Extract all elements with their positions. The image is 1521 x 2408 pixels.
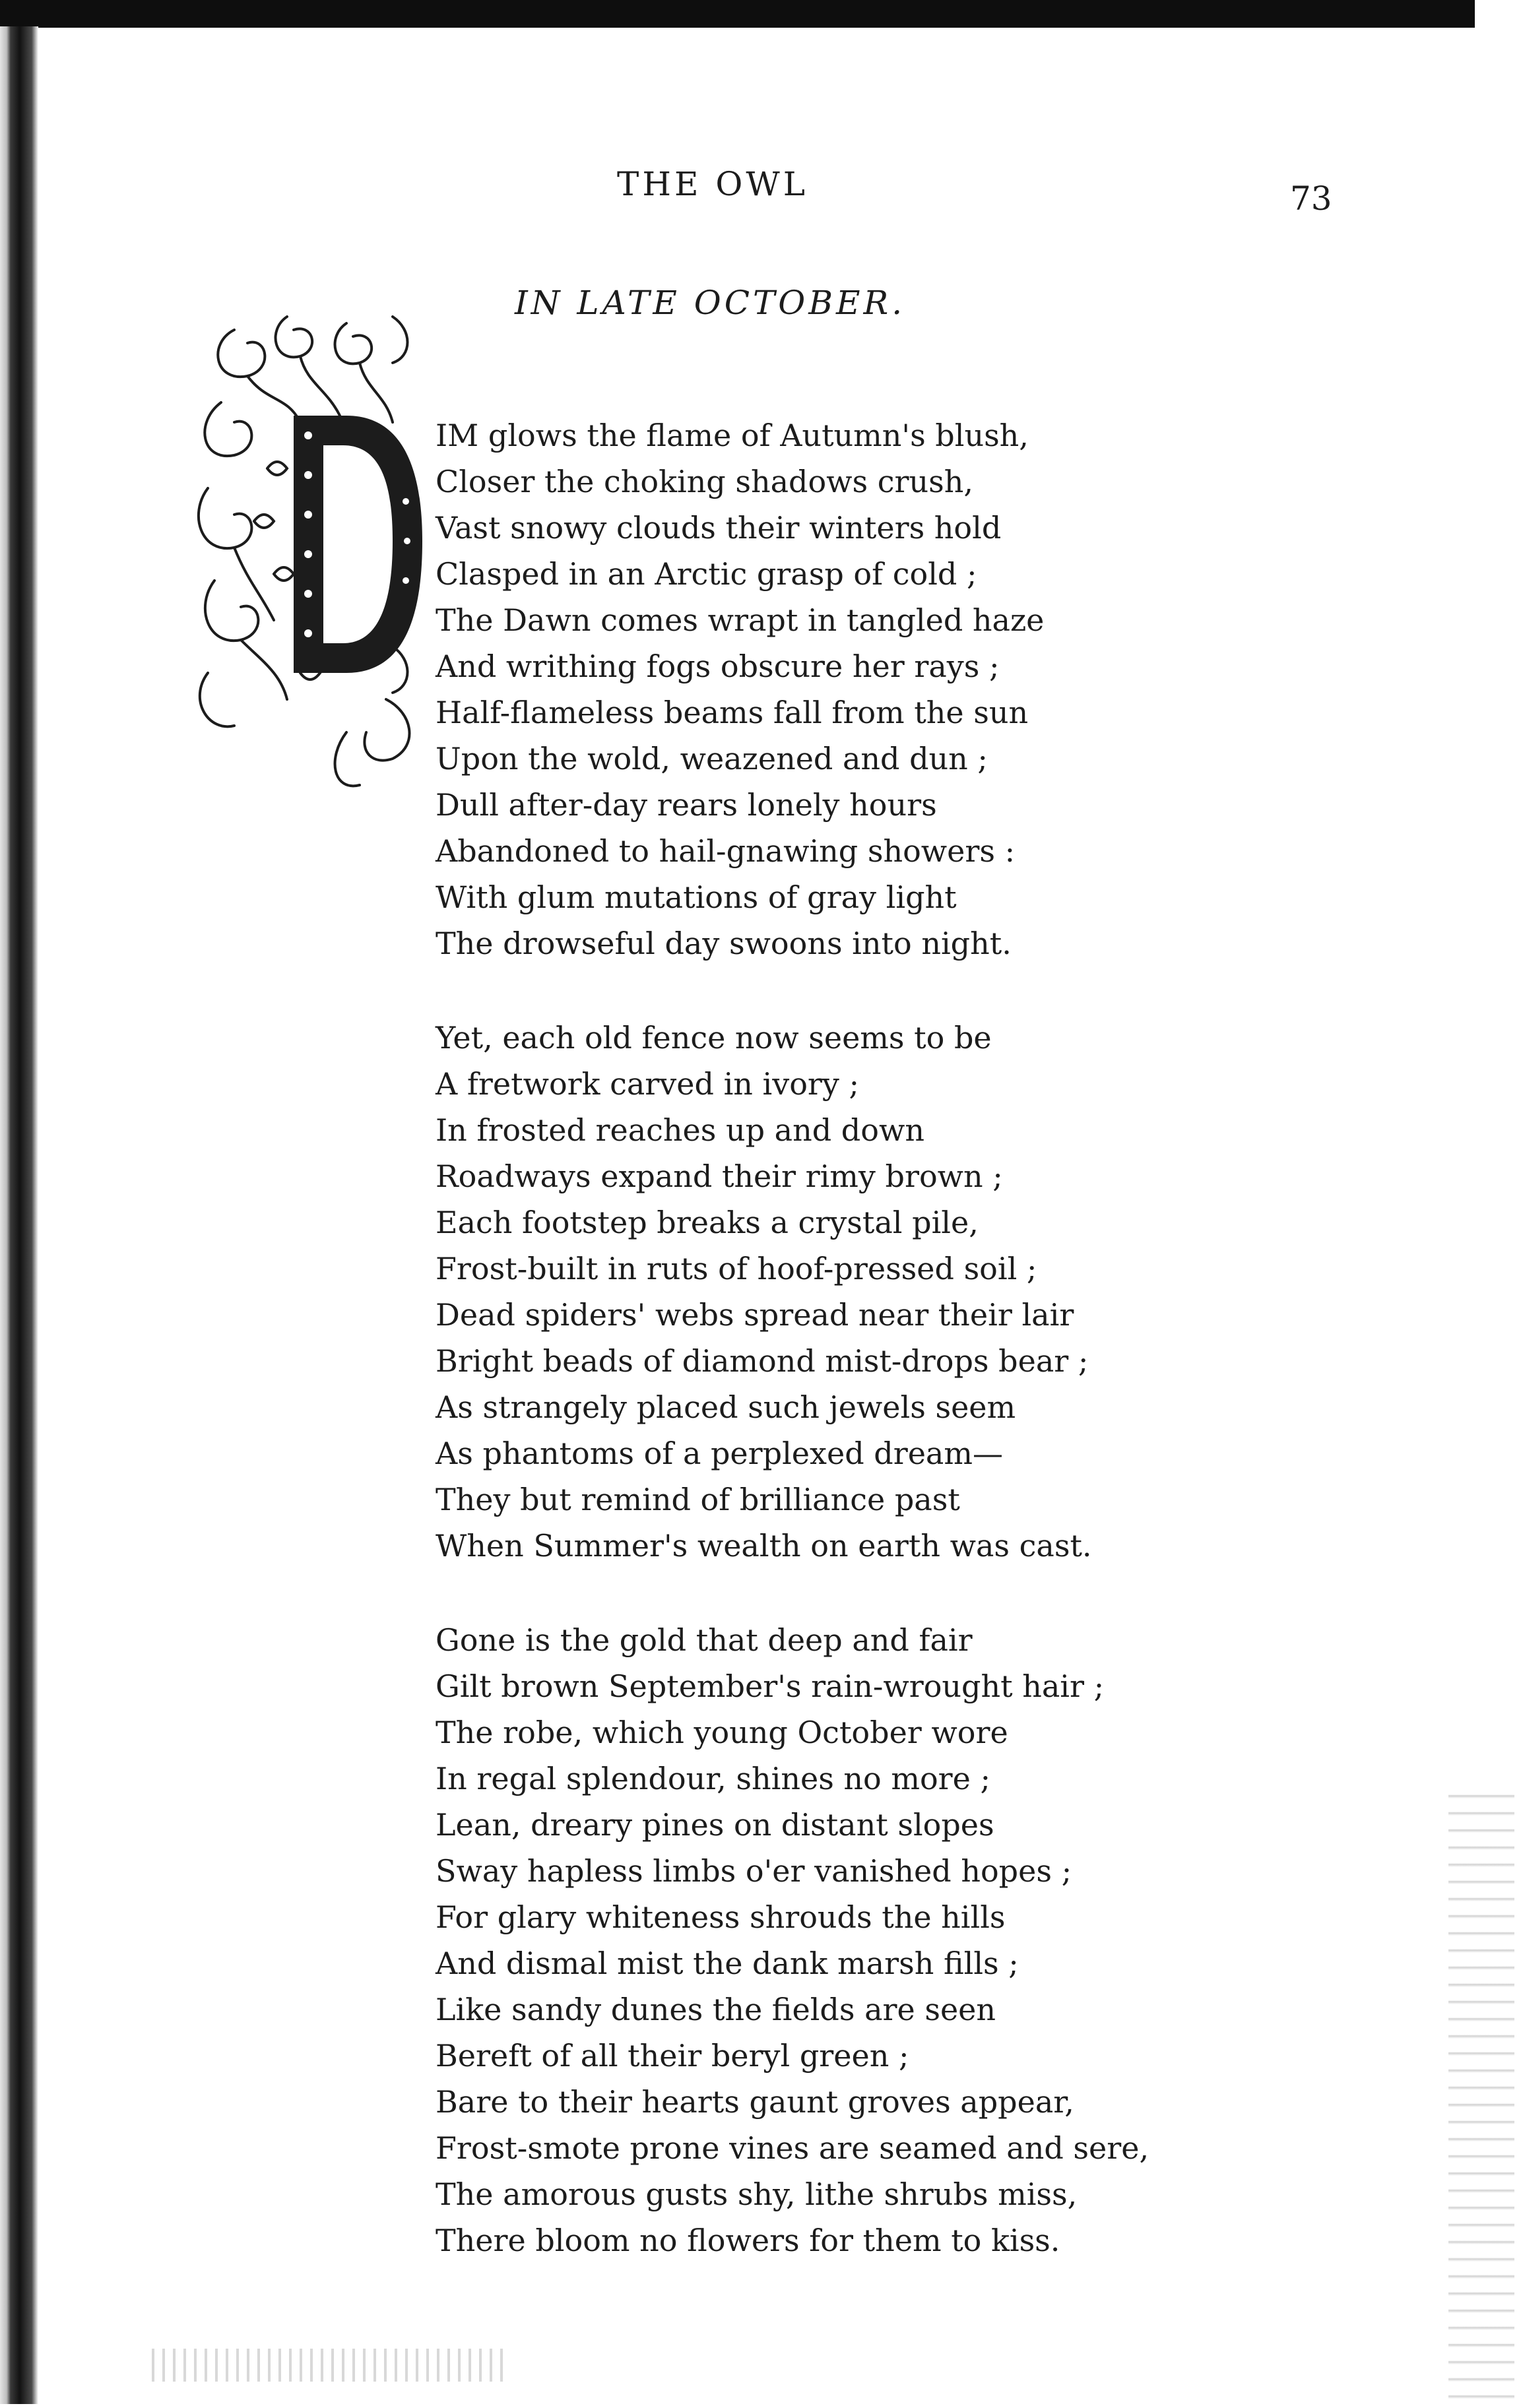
poem-line: Gilt brown September's rain-wrought hair ; <box>436 1668 1105 1704</box>
poem-line: And dismal mist the dank marsh fills ; <box>436 1946 1019 1981</box>
running-title: THE OWL <box>617 165 808 203</box>
poem-line: Each footstep breaks a crystal pile, <box>436 1205 979 1240</box>
poem-line: As phantoms of a perplexed dream— <box>436 1436 1003 1471</box>
page-header <box>0 165 1521 218</box>
poem-line: Frost-built in ruts of hoof-pressed soil ; <box>436 1251 1037 1286</box>
poem-line: Closer the choking shadows crush, <box>436 464 973 499</box>
poem-line: The Dawn comes wrapt in tangled haze <box>436 602 1045 638</box>
poem-line: Bright beads of diamond mist-drops bear ; <box>436 1343 1089 1379</box>
poem-line: There bloom no flowers for them to kiss. <box>436 2223 1060 2258</box>
scan-top-border <box>0 0 1475 28</box>
stanza <box>436 1015 1392 1569</box>
poem-line: Roadways expand their rimy brown ; <box>436 1158 1003 1194</box>
page-number: 73 <box>1290 179 1332 218</box>
poem-line: Dead spiders' webs spread near their lair <box>436 1297 1074 1333</box>
poem-line: Sway hapless limbs o'er vanished hopes ; <box>436 1853 1072 1889</box>
poem-line: The amorous gusts shy, lithe shrubs miss, <box>436 2176 1078 2212</box>
poem-line: Half-flameless beams fall from the sun <box>436 695 1029 730</box>
poem-line: The drowseful day swoons into night. <box>436 926 1012 961</box>
poem-line: Bereft of all their beryl green ; <box>436 2038 909 2074</box>
stanza <box>436 412 1392 966</box>
poem-line: In frosted reaches up and down <box>436 1112 924 1148</box>
poem-line: For glary whiteness shrouds the hills <box>436 1899 1006 1935</box>
poem-line: When Summer's wealth on earth was cast. <box>436 1528 1092 1564</box>
scan-left-edge <box>0 26 38 2404</box>
poem-line: Upon the wold, weazened and dun ; <box>436 741 988 776</box>
poem-line: Bare to their hearts gaunt groves appear, <box>436 2084 1074 2120</box>
poem-line: Dull after-day rears lonely hours <box>436 787 937 823</box>
poem-line: In regal splendour, shines no more ; <box>436 1761 991 1796</box>
poem-line: As strangely placed such jewels seem <box>436 1389 1016 1425</box>
scan-right-specks <box>1448 1781 1514 2408</box>
poem-line: And writhing fogs obscure her rays ; <box>436 649 1000 684</box>
poem-line: Yet, each old fence now seems to be <box>436 1020 992 1056</box>
poem-line: Like sandy dunes the fields are seen <box>436 1992 996 2027</box>
poem-line: Vast snowy clouds their winters hold <box>436 510 1002 546</box>
poem-line: With glum mutations of gray light <box>436 879 957 915</box>
poem-line: The robe, which young October wore <box>436 1715 1008 1750</box>
scan-bottom-smudge <box>152 2349 508 2382</box>
poem-title: IN LATE OCTOBER. <box>515 284 906 322</box>
poem-body <box>436 412 1392 2312</box>
poem-line: Abandoned to hail-gnawing showers : <box>436 833 1016 869</box>
poem-line: Lean, dreary pines on distant slopes <box>436 1807 994 1843</box>
poem-line: Frost-smote prone vines are seamed and sere, <box>436 2130 1149 2166</box>
poem-line: They but remind of brilliance past <box>436 1482 960 1517</box>
poem-line: IM glows the flame of Autumn's blush, <box>436 418 1029 453</box>
ornamental-drop-cap <box>195 303 426 792</box>
poem-line: Clasped in an Arctic grasp of cold ; <box>436 556 977 592</box>
stanza <box>436 1617 1392 2264</box>
poem-line: A fretwork carved in ivory ; <box>436 1066 860 1102</box>
poem-line: Gone is the gold that deep and fair <box>436 1622 973 1658</box>
